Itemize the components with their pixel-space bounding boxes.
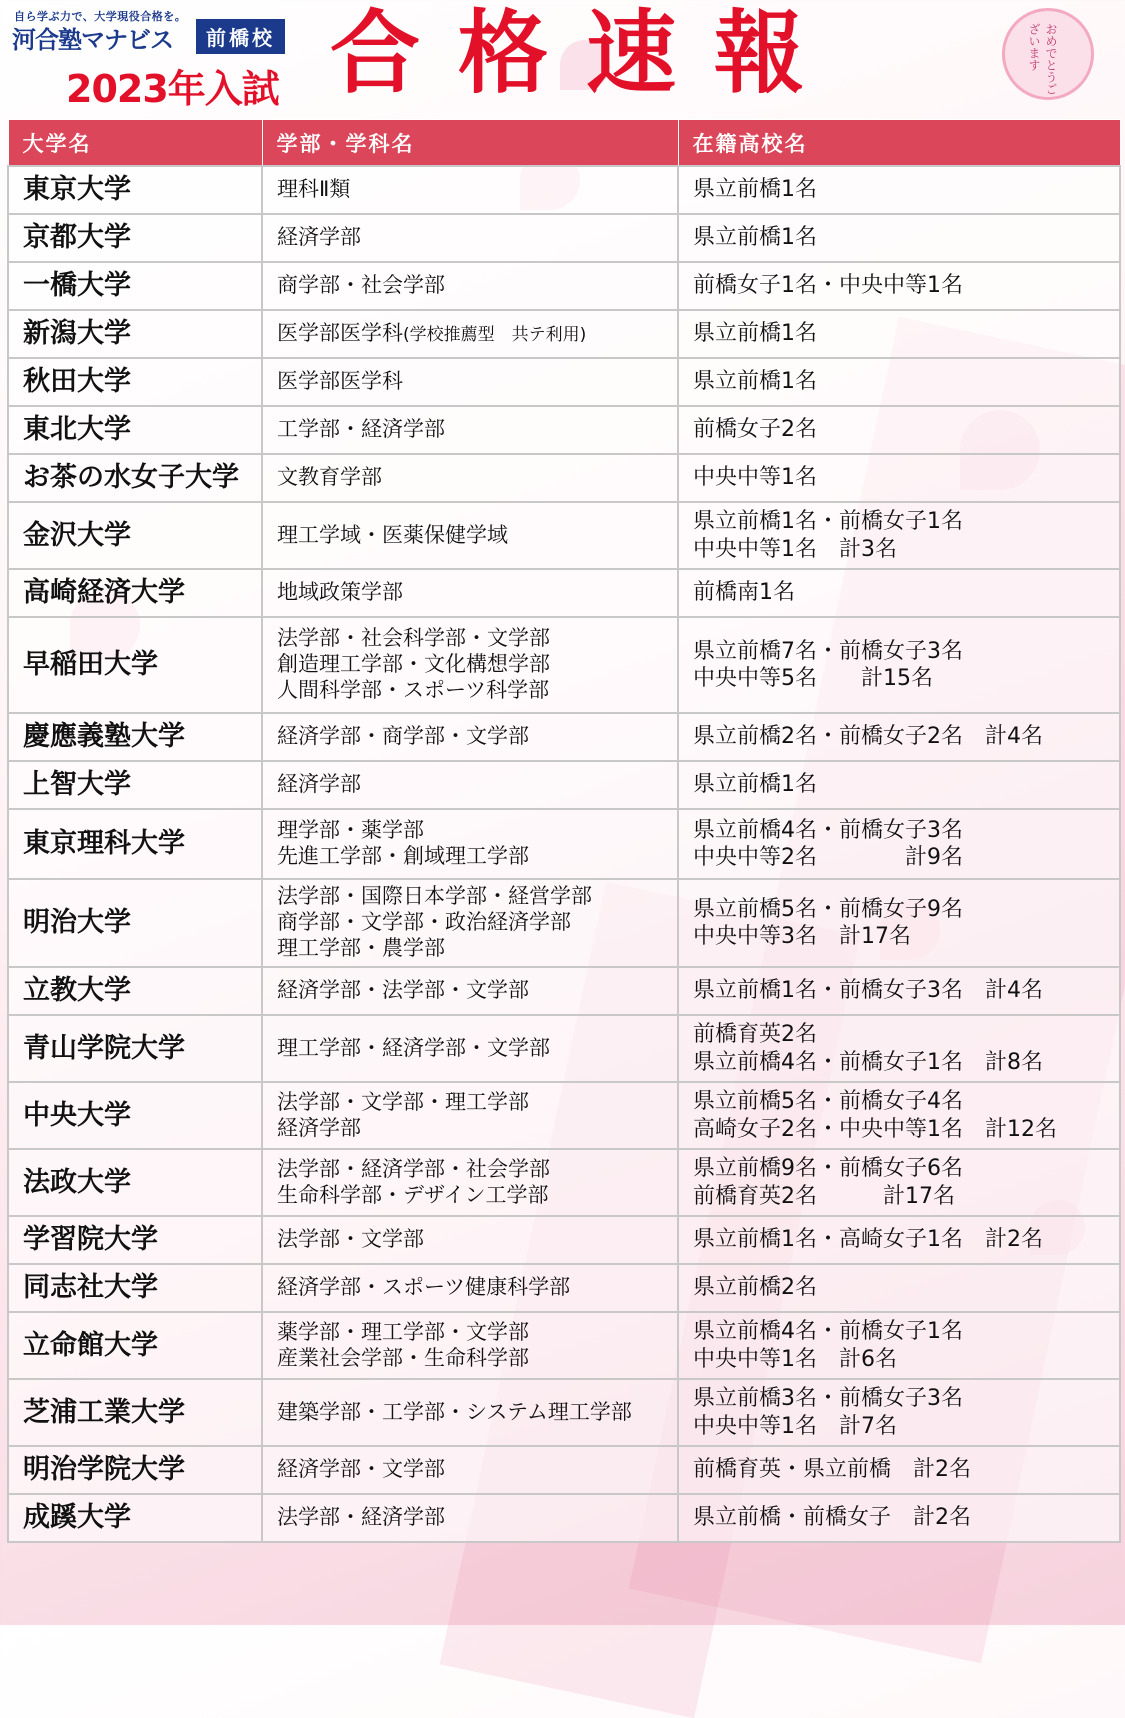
faculty-name: [262, 713, 678, 761]
faculty-name: [262, 406, 678, 454]
high-school-name: 県立前橋・前橋女子 計2名: [678, 1494, 1120, 1542]
faculty-text: 理科Ⅱ類: [277, 177, 351, 202]
university-name: 東北大学: [8, 406, 262, 454]
table-row: [8, 1494, 1120, 1542]
faculty-name: [262, 761, 678, 809]
brand-logo: 河合塾マナビス: [12, 26, 173, 54]
table-row: [8, 1149, 1120, 1216]
faculty-text: 理工学部・経済学部・文学部: [277, 1035, 550, 1060]
table-row: [8, 569, 1120, 617]
university-name: 明治学院大学: [8, 1446, 262, 1494]
page-header: [0, 0, 1125, 115]
table-row: [8, 809, 1120, 879]
university-name: 上智大学: [8, 761, 262, 809]
high-school-name: 県立前橋1名: [678, 166, 1120, 214]
faculty-name: [262, 879, 678, 967]
column-header-school: 在籍高校名: [678, 120, 1120, 167]
faculty-text: 経済学部・スポーツ健康科学部: [277, 1275, 571, 1300]
faculty-name: [262, 1446, 678, 1494]
faculty-name: [262, 809, 678, 879]
high-school-name: 県立前橋1名・高崎女子1名 計2名: [678, 1216, 1120, 1264]
faculty-name: [262, 1015, 678, 1082]
university-name: 金沢大学: [8, 502, 262, 569]
faculty-name: [262, 358, 678, 406]
university-name: 京都大学: [8, 214, 262, 262]
faculty-text: 医学部医学科: [277, 321, 403, 346]
table-row: [8, 761, 1120, 809]
faculty-name: [262, 569, 678, 617]
faculty-text: 建築学部・工学部・システム理工学部: [277, 1399, 632, 1424]
faculty-name: [262, 1312, 678, 1379]
high-school-name: 県立前橋4名・前橋女子1名 中央中等1名 計6名: [678, 1312, 1120, 1379]
column-header-faculty: 学部・学科名: [262, 120, 678, 167]
faculty-name: [262, 1149, 678, 1216]
high-school-name: 前橋育英2名 県立前橋4名・前橋女子1名 計8名: [678, 1015, 1120, 1082]
university-name: 東京大学: [8, 166, 262, 214]
university-name: 同志社大学: [8, 1264, 262, 1312]
high-school-name: 県立前橋1名・前橋女子1名 中央中等1名 計3名: [678, 502, 1120, 569]
faculty-text: 法学部・経済学部: [277, 1505, 445, 1530]
faculty-text: 理学部・薬学部 先進工学部・創域理工学部: [277, 818, 529, 868]
faculty-name: [262, 310, 678, 358]
faculty-text: 経済学部・文学部: [277, 1457, 445, 1482]
table-row: [8, 617, 1120, 713]
faculty-text: 文教育学部: [277, 465, 382, 490]
faculty-name: [262, 1494, 678, 1542]
high-school-name: 県立前橋7名・前橋女子3名 中央中等5名 計15名: [678, 617, 1120, 713]
faculty-text: 商学部・社会学部: [277, 273, 445, 298]
table-row: [8, 967, 1120, 1015]
faculty-name: [262, 502, 678, 569]
column-header-university: 大学名: [8, 120, 262, 167]
high-school-name: 県立前橋1名: [678, 214, 1120, 262]
faculty-note: (学校推薦型 共テ利用): [403, 325, 587, 346]
high-school-name: 前橋育英・県立前橋 計2名: [678, 1446, 1120, 1494]
table-row: [8, 262, 1120, 310]
high-school-name: 県立前橋3名・前橋女子3名 中央中等1名 計7名: [678, 1379, 1120, 1446]
faculty-text: 経済学部・商学部・文学部: [277, 724, 529, 749]
faculty-text: 工学部・経済学部: [277, 417, 445, 442]
university-name: 立命館大学: [8, 1312, 262, 1379]
table-row: [8, 166, 1120, 214]
university-name: 東京理科大学: [8, 809, 262, 879]
faculty-name: [262, 967, 678, 1015]
table-row: [8, 214, 1120, 262]
faculty-name: [262, 214, 678, 262]
high-school-name: 前橋女子2名: [678, 406, 1120, 454]
table-row: [8, 406, 1120, 454]
high-school-name: 前橋南1名: [678, 569, 1120, 617]
results-table: [7, 119, 1121, 1543]
faculty-name: [262, 1216, 678, 1264]
table-row: [8, 1312, 1120, 1379]
faculty-text: 法学部・文学部: [277, 1227, 424, 1252]
high-school-name: 県立前橋5名・前橋女子9名 中央中等3名 計17名: [678, 879, 1120, 967]
campus-badge: 前橋校: [196, 19, 285, 54]
faculty-text: 理工学域・医薬保健学域: [277, 522, 508, 547]
page-title: 合格速報: [330, 1, 842, 106]
university-name: 慶應義塾大学: [8, 713, 262, 761]
university-name: 一橋大学: [8, 262, 262, 310]
high-school-name: 県立前橋2名: [678, 1264, 1120, 1312]
university-name: 青山学院大学: [8, 1015, 262, 1082]
faculty-name: [262, 454, 678, 502]
high-school-name: 県立前橋1名: [678, 761, 1120, 809]
university-name: 立教大学: [8, 967, 262, 1015]
table-row: [8, 1015, 1120, 1082]
high-school-name: 県立前橋9名・前橋女子6名 前橋育英2名 計17名: [678, 1149, 1120, 1216]
high-school-name: 県立前橋1名: [678, 358, 1120, 406]
university-name: 学習院大学: [8, 1216, 262, 1264]
high-school-name: 県立前橋4名・前橋女子3名 中央中等2名 計9名: [678, 809, 1120, 879]
table-row: [8, 1216, 1120, 1264]
high-school-name: 県立前橋1名: [678, 310, 1120, 358]
table-row: [8, 1379, 1120, 1446]
table-row: [8, 713, 1120, 761]
table-row: [8, 454, 1120, 502]
faculty-text: 法学部・経済学部・社会学部 生命科学部・デザイン工学部: [277, 1156, 550, 1207]
faculty-name: [262, 1379, 678, 1446]
high-school-name: 前橋女子1名・中央中等1名: [678, 262, 1120, 310]
faculty-text: 薬学部・理工学部・文学部 産業社会学部・生命科学部: [277, 1319, 529, 1370]
faculty-text: 経済学部: [277, 772, 361, 797]
university-name: 高崎経済大学: [8, 569, 262, 617]
faculty-text: 法学部・国際日本学部・経営学部 商学部・文学部・政治経済学部 理工学部・農学部: [277, 884, 592, 960]
faculty-name: [262, 262, 678, 310]
high-school-name: 県立前橋2名・前橋女子2名 計4名: [678, 713, 1120, 761]
faculty-name: [262, 1264, 678, 1312]
faculty-name: [262, 166, 678, 214]
faculty-text: 経済学部: [277, 225, 361, 250]
table-row: [8, 1446, 1120, 1494]
high-school-name: 県立前橋1名・前橋女子3名 計4名: [678, 967, 1120, 1015]
results-table-body: [8, 166, 1120, 1542]
university-name: 芝浦工業大学: [8, 1379, 262, 1446]
table-row: [8, 879, 1120, 967]
congratulations-stamp: [1002, 8, 1094, 100]
faculty-text: 法学部・文学部・理工学部 経済学部: [277, 1089, 529, 1140]
university-name: 明治大学: [8, 879, 262, 967]
table-row: [8, 310, 1120, 358]
faculty-text: 医学部医学科: [277, 369, 403, 394]
high-school-name: 中央中等1名: [678, 454, 1120, 502]
faculty-text: 法学部・社会科学部・文学部 創造理工学部・文化構想学部 人間科学部・スポーツ科学部: [277, 626, 550, 702]
table-row: [8, 502, 1120, 569]
table-row: [8, 1082, 1120, 1149]
faculty-name: [262, 1082, 678, 1149]
faculty-text: 地域政策学部: [277, 580, 403, 605]
table-row: [8, 358, 1120, 406]
university-name: 法政大学: [8, 1149, 262, 1216]
brand-tagline: 自ら学ぶ力で、大学現役合格を。: [14, 10, 187, 23]
university-name: 新潟大学: [8, 310, 262, 358]
table-row: [8, 1264, 1120, 1312]
faculty-text: 経済学部・法学部・文学部: [277, 978, 529, 1003]
university-name: 成蹊大学: [8, 1494, 262, 1542]
university-name: 早稲田大学: [8, 617, 262, 713]
university-name: 中央大学: [8, 1082, 262, 1149]
exam-year: 2023年入試: [66, 67, 279, 111]
university-name: お茶の水女子大学: [8, 454, 262, 502]
table-header-row: [8, 120, 1120, 167]
faculty-name: [262, 617, 678, 713]
university-name: 秋田大学: [8, 358, 262, 406]
high-school-name: 県立前橋5名・前橋女子4名 高崎女子2名・中央中等1名 計12名: [678, 1082, 1120, 1149]
stamp-text: おめでとうございます: [1027, 23, 1058, 95]
